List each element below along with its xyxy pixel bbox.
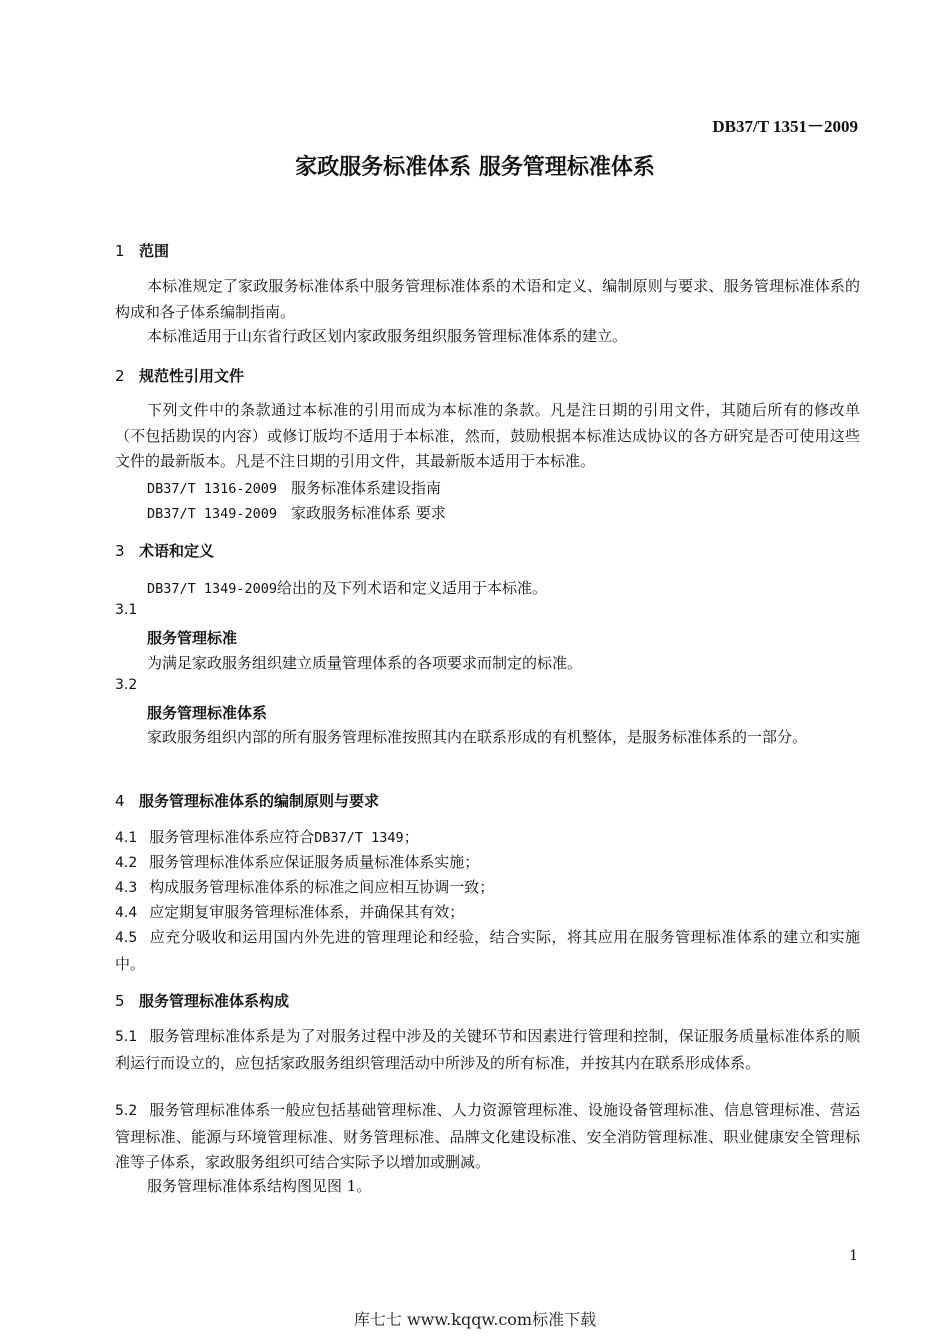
clause-number: 4.4	[115, 905, 138, 921]
section-1-heading	[115, 240, 169, 261]
list-item-text: 服务管理标准体系一般应包括基础管理标准、人力资源管理标准、设施设备管理标准、信息管理标准、营运管理标准、能源与环境管理标准、财务管理标准、品牌文化建设标准、安全消防管理标准、职业健康安全管理标准等子体系，家政服务组织可结合实际予以增加或删减。	[115, 1101, 860, 1171]
term-definition: 为满足家政服务组织建立质量管理体系的各项要求而制定的标准。	[147, 654, 583, 672]
paragraph: 本标准适用于山东省行政区划内家政服务组织服务管理标准体系的建立。	[147, 327, 628, 345]
section-title: 服务管理标准体系构成	[139, 992, 290, 1010]
list-item	[115, 875, 860, 902]
reference-title: 服务标准体系建设指南	[291, 479, 442, 497]
section-2-heading	[115, 365, 244, 386]
page-number: 1	[849, 1248, 858, 1264]
list-item	[115, 1098, 860, 1176]
section-number: 3	[115, 542, 125, 560]
term-definition: 家政服务组织内部的所有服务管理标准按照其内在联系形成的有机整体，是服务标准体系的一部分。	[147, 728, 808, 746]
section-number: 4	[115, 792, 125, 810]
clause-number: 4.1	[115, 830, 138, 846]
reference-code: DB37/T 1349	[314, 830, 404, 846]
reference-title: 家政服务标准体系 要求	[291, 504, 446, 522]
clause-number: 4.2	[115, 855, 138, 871]
clause-number: 5.2	[115, 1103, 138, 1119]
paragraph: 服务管理标准体系结构图见图 1。	[147, 1177, 372, 1195]
list-item-text: ；	[403, 828, 419, 846]
section-number: 2	[115, 367, 125, 385]
list-item	[115, 900, 860, 927]
paragraph: 本标准规定了家政服务标准体系中服务管理标准体系的术语和定义、编制原则与要求、服务管理标准体系的构成和各子体系编制指南。	[115, 277, 860, 321]
section-number: 5	[115, 992, 125, 1010]
clause-number: 5.1	[115, 1029, 138, 1045]
list-item-text: 应定期复审服务管理标准体系，并确保其有效；	[149, 903, 465, 921]
clause-number: 4.5	[115, 930, 138, 946]
reference-item	[147, 502, 446, 523]
section-5-heading	[115, 990, 289, 1011]
list-item-text: 服务管理标准体系应符合	[149, 828, 315, 846]
list-item-text: 应充分吸收和运用国内外先进的管理理论和经验，结合实际，将其应用在服务管理标准体系的建立和实施中。	[115, 928, 860, 973]
reference-item	[147, 477, 441, 498]
clause-number: 3.2	[115, 677, 138, 693]
section-title: 规范性引用文件	[139, 367, 245, 385]
list-item	[115, 850, 860, 877]
clause-number: 4.3	[115, 880, 138, 896]
list-item	[115, 1024, 860, 1076]
list-item-text: 服务管理标准体系应保证服务质量标准体系实施；	[149, 853, 480, 871]
section-4-heading	[115, 790, 379, 811]
paragraph-text: 给出的及下列术语和定义适用于本标准。	[277, 579, 548, 597]
list-item	[115, 925, 860, 977]
paragraph	[147, 577, 547, 598]
footer-watermark: 库七七 www.kqqw.com标准下载	[353, 1310, 597, 1329]
document-title: 家政服务标准体系 服务管理标准体系	[295, 155, 655, 180]
section-title: 服务管理标准体系的编制原则与要求	[139, 792, 380, 810]
list-item	[115, 825, 860, 852]
term-name: 服务管理标准体系	[147, 704, 268, 722]
reference-code: DB37/T 1349-2009	[147, 581, 278, 597]
section-title: 术语和定义	[139, 542, 215, 560]
reference-code: DB37/T 1349-2009	[147, 506, 278, 522]
section-title: 范围	[139, 242, 170, 260]
section-number: 1	[115, 242, 125, 260]
term-name: 服务管理标准	[147, 629, 238, 647]
list-item-text: 服务管理标准体系是为了对服务过程中涉及的关键环节和因素进行管理和控制，保证服务质量标准体系的顺利运行而设立的，应包括家政服务组织管理活动中所涉及的所有标准，并按其内在联系形成体系。	[115, 1027, 860, 1072]
standard-code: DB37/T 1351－2009	[712, 117, 858, 136]
paragraph: 下列文件中的条款通过本标准的引用而成为本标准的条款。凡是注日期的引用文件，其随后所有的修改单（不包括勘误的内容）或修订版均不适用于本标准，然而，鼓励根据本标准达成协议的各方研究是否可使用这些文件的最新版本。凡是不注日期的引用文件，其最新版本适用于本标准。	[115, 401, 860, 470]
list-item-text: 构成服务管理标准体系的标准之间应相互协调一致；	[149, 878, 495, 896]
clause-number: 3.1	[115, 602, 138, 618]
reference-code: DB37/T 1316-2009	[147, 481, 278, 497]
section-3-heading	[115, 540, 214, 561]
